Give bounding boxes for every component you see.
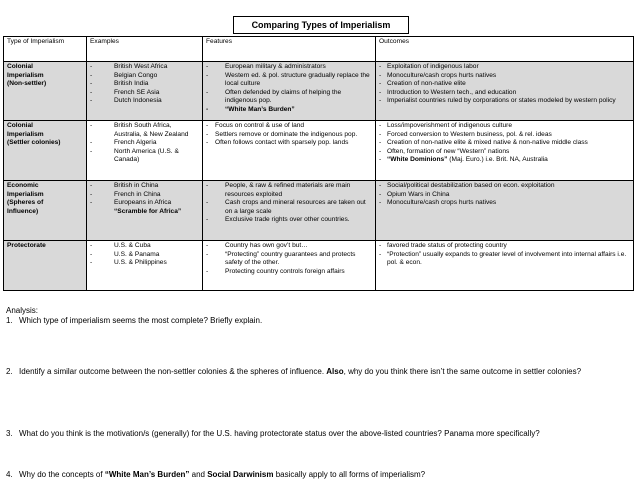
list-item: - Monoculture/cash crops hurts natives bbox=[379, 199, 630, 208]
question-text-part: basically apply to all forms of imperialism? bbox=[273, 470, 426, 479]
row-type bbox=[4, 121, 87, 181]
header-type: Type of Imperialism bbox=[4, 37, 87, 62]
header-examples: Examples bbox=[87, 37, 203, 62]
white-dominions-term: “White Dominions” bbox=[387, 156, 448, 164]
list-item: - Western ed. & pol. structure gradually replace the local culture bbox=[206, 72, 372, 89]
list-item: - British West Africa bbox=[90, 63, 199, 72]
question-text bbox=[6, 367, 616, 378]
question-number: 4. bbox=[6, 470, 13, 479]
header-features: Features bbox=[203, 37, 376, 62]
list-item: - Cash crops and mineral resources are taken out on a large scale bbox=[206, 199, 372, 216]
list-item: - Exclusive trade rights over other countries. bbox=[206, 216, 372, 225]
list-item: - North America (U.S. & Canada) bbox=[90, 148, 199, 165]
list-item: - Forced conversion to Western business, pol. & rel. ideas bbox=[379, 131, 630, 140]
table-header-row bbox=[4, 37, 634, 62]
type-line: Influence) bbox=[7, 207, 39, 215]
header-outcomes: Outcomes bbox=[376, 37, 634, 62]
row-examples bbox=[87, 62, 203, 121]
list-item: - U.S. & Philippines bbox=[90, 259, 199, 268]
list-item: - Dutch Indonesia bbox=[90, 97, 199, 106]
list-item: - favored trade status of protecting country bbox=[379, 242, 630, 251]
type-line: (Spheres of bbox=[7, 199, 44, 207]
list-item: - U.S. & Panama bbox=[90, 251, 199, 260]
list-item: - French in China bbox=[90, 191, 199, 200]
white-dominions-detail: (Maj. Euro.) i.e. Brit. NA, Australia bbox=[447, 156, 548, 164]
list-item: - “White Man’s Burden” bbox=[206, 106, 372, 115]
list-item: - U.S. & Cuba bbox=[90, 242, 199, 251]
question-text-part: Identify a similar outcome between the non-settler colonies & the spheres of influence. bbox=[19, 367, 327, 376]
row-type bbox=[4, 62, 87, 121]
question-text: Which type of imperialism seems the most complete? Briefly explain. bbox=[19, 316, 263, 325]
list-item: - Introduction to Western tech., and education bbox=[379, 89, 630, 98]
row-outcomes bbox=[376, 121, 634, 181]
type-line: Colonial bbox=[7, 63, 34, 70]
row-examples bbox=[87, 181, 203, 241]
table-row bbox=[4, 181, 634, 241]
question-2 bbox=[6, 367, 616, 378]
document-title: Comparing Types of Imperialism bbox=[233, 16, 409, 34]
question-emphasis: Social Darwinism bbox=[207, 470, 274, 479]
list-item: - Social/political destabilization based on econ. exploitation bbox=[379, 182, 630, 191]
row-features bbox=[203, 241, 376, 291]
list-item: - Country has own gov’t but… bbox=[206, 242, 372, 251]
question-number: 3. bbox=[6, 429, 13, 438]
list-item: - British South Africa, Australia, & New Zealand bbox=[90, 122, 199, 139]
analysis-heading: Analysis: bbox=[6, 306, 39, 315]
list-item: - “Protecting” country guarantees and protects safety of the other. bbox=[206, 251, 372, 268]
type-line: (Non-settler) bbox=[7, 80, 47, 88]
list-item: - Protecting country controls foreign affairs bbox=[206, 268, 372, 277]
list-item: - Belgian Congo bbox=[90, 72, 199, 81]
list-item: - Imperialist countries ruled by corporations or states modeled by western policy bbox=[379, 97, 630, 106]
question-number: 1. bbox=[6, 316, 13, 325]
type-line: (Settler colonies) bbox=[7, 139, 61, 147]
list-item: - European military & administrators bbox=[206, 63, 372, 72]
table-row bbox=[4, 62, 634, 121]
table-row bbox=[4, 241, 634, 291]
question-3 bbox=[6, 429, 616, 440]
list-item: - “Protection” usually expands to greater level of involvement into internal affairs i.e. pol. & econ. bbox=[379, 251, 630, 268]
list-item: - Creation of non-native elite & mixed native & non-native middle class bbox=[379, 139, 630, 148]
row-outcomes bbox=[376, 181, 634, 241]
question-emphasis: Also bbox=[326, 367, 344, 376]
list-item: - Europeans in Africa bbox=[90, 199, 199, 208]
list-item bbox=[379, 156, 630, 165]
type-line: Imperialism bbox=[7, 190, 44, 198]
list-item: - People, & raw & refined materials are main resources exploited bbox=[206, 182, 372, 199]
question-1 bbox=[6, 316, 616, 327]
type-line: Economic bbox=[7, 182, 39, 189]
type-line: Protectorate bbox=[7, 242, 46, 249]
list-item: - Exploitation of indigenous labor bbox=[379, 63, 630, 72]
list-item: - Creation of non-native elite bbox=[379, 80, 630, 89]
list-item: - Often follows contact with sparsely pop. lands bbox=[206, 139, 372, 148]
row-type bbox=[4, 181, 87, 241]
table-row bbox=[4, 121, 634, 181]
row-features bbox=[203, 121, 376, 181]
type-line: Colonial bbox=[7, 122, 34, 129]
row-outcomes bbox=[376, 241, 634, 291]
list-item: - British India bbox=[90, 80, 199, 89]
list-item: - British in China bbox=[90, 182, 199, 191]
list-item: - Settlers remove or dominate the indigenous pop. bbox=[206, 131, 372, 140]
list-item: - Often defended by claims of helping the indigenous pop. bbox=[206, 89, 372, 106]
row-type bbox=[4, 241, 87, 291]
question-text-part: , why do you think there isn’t the same outcome in settler colonies? bbox=[343, 367, 582, 376]
list-item: - Focus on control & use of land bbox=[206, 122, 372, 131]
list-item: - French SE Asia bbox=[90, 89, 199, 98]
question-number: 2. bbox=[6, 367, 13, 376]
question-emphasis: “White Man’s Burden” bbox=[104, 470, 190, 479]
question-text: What do you think is the motivation/s (generally) for the U.S. having protectorate status over the above-listed countries? Panama more specifically? bbox=[19, 429, 540, 438]
list-item: - Often, formation of new “Western” nations bbox=[379, 148, 630, 157]
question-text-part: and bbox=[189, 470, 208, 479]
row-examples bbox=[87, 241, 203, 291]
list-item: - French Algeria bbox=[90, 139, 199, 148]
row-outcomes bbox=[376, 62, 634, 121]
type-line: Imperialism bbox=[7, 130, 44, 138]
list-item: - Loss/impoverishment of indigenous culture bbox=[379, 122, 630, 131]
list-item: - Monoculture/cash crops hurts natives bbox=[379, 72, 630, 81]
row-examples bbox=[87, 121, 203, 181]
row-features bbox=[203, 181, 376, 241]
type-line: Imperialism bbox=[7, 71, 44, 79]
imperialism-table bbox=[3, 36, 634, 291]
list-item: - Opium Wars in China bbox=[379, 191, 630, 200]
scramble-for-africa: “Scramble for Africa” bbox=[114, 207, 182, 215]
question-text-part: Why do the concepts of bbox=[19, 470, 105, 479]
row-features bbox=[203, 62, 376, 121]
